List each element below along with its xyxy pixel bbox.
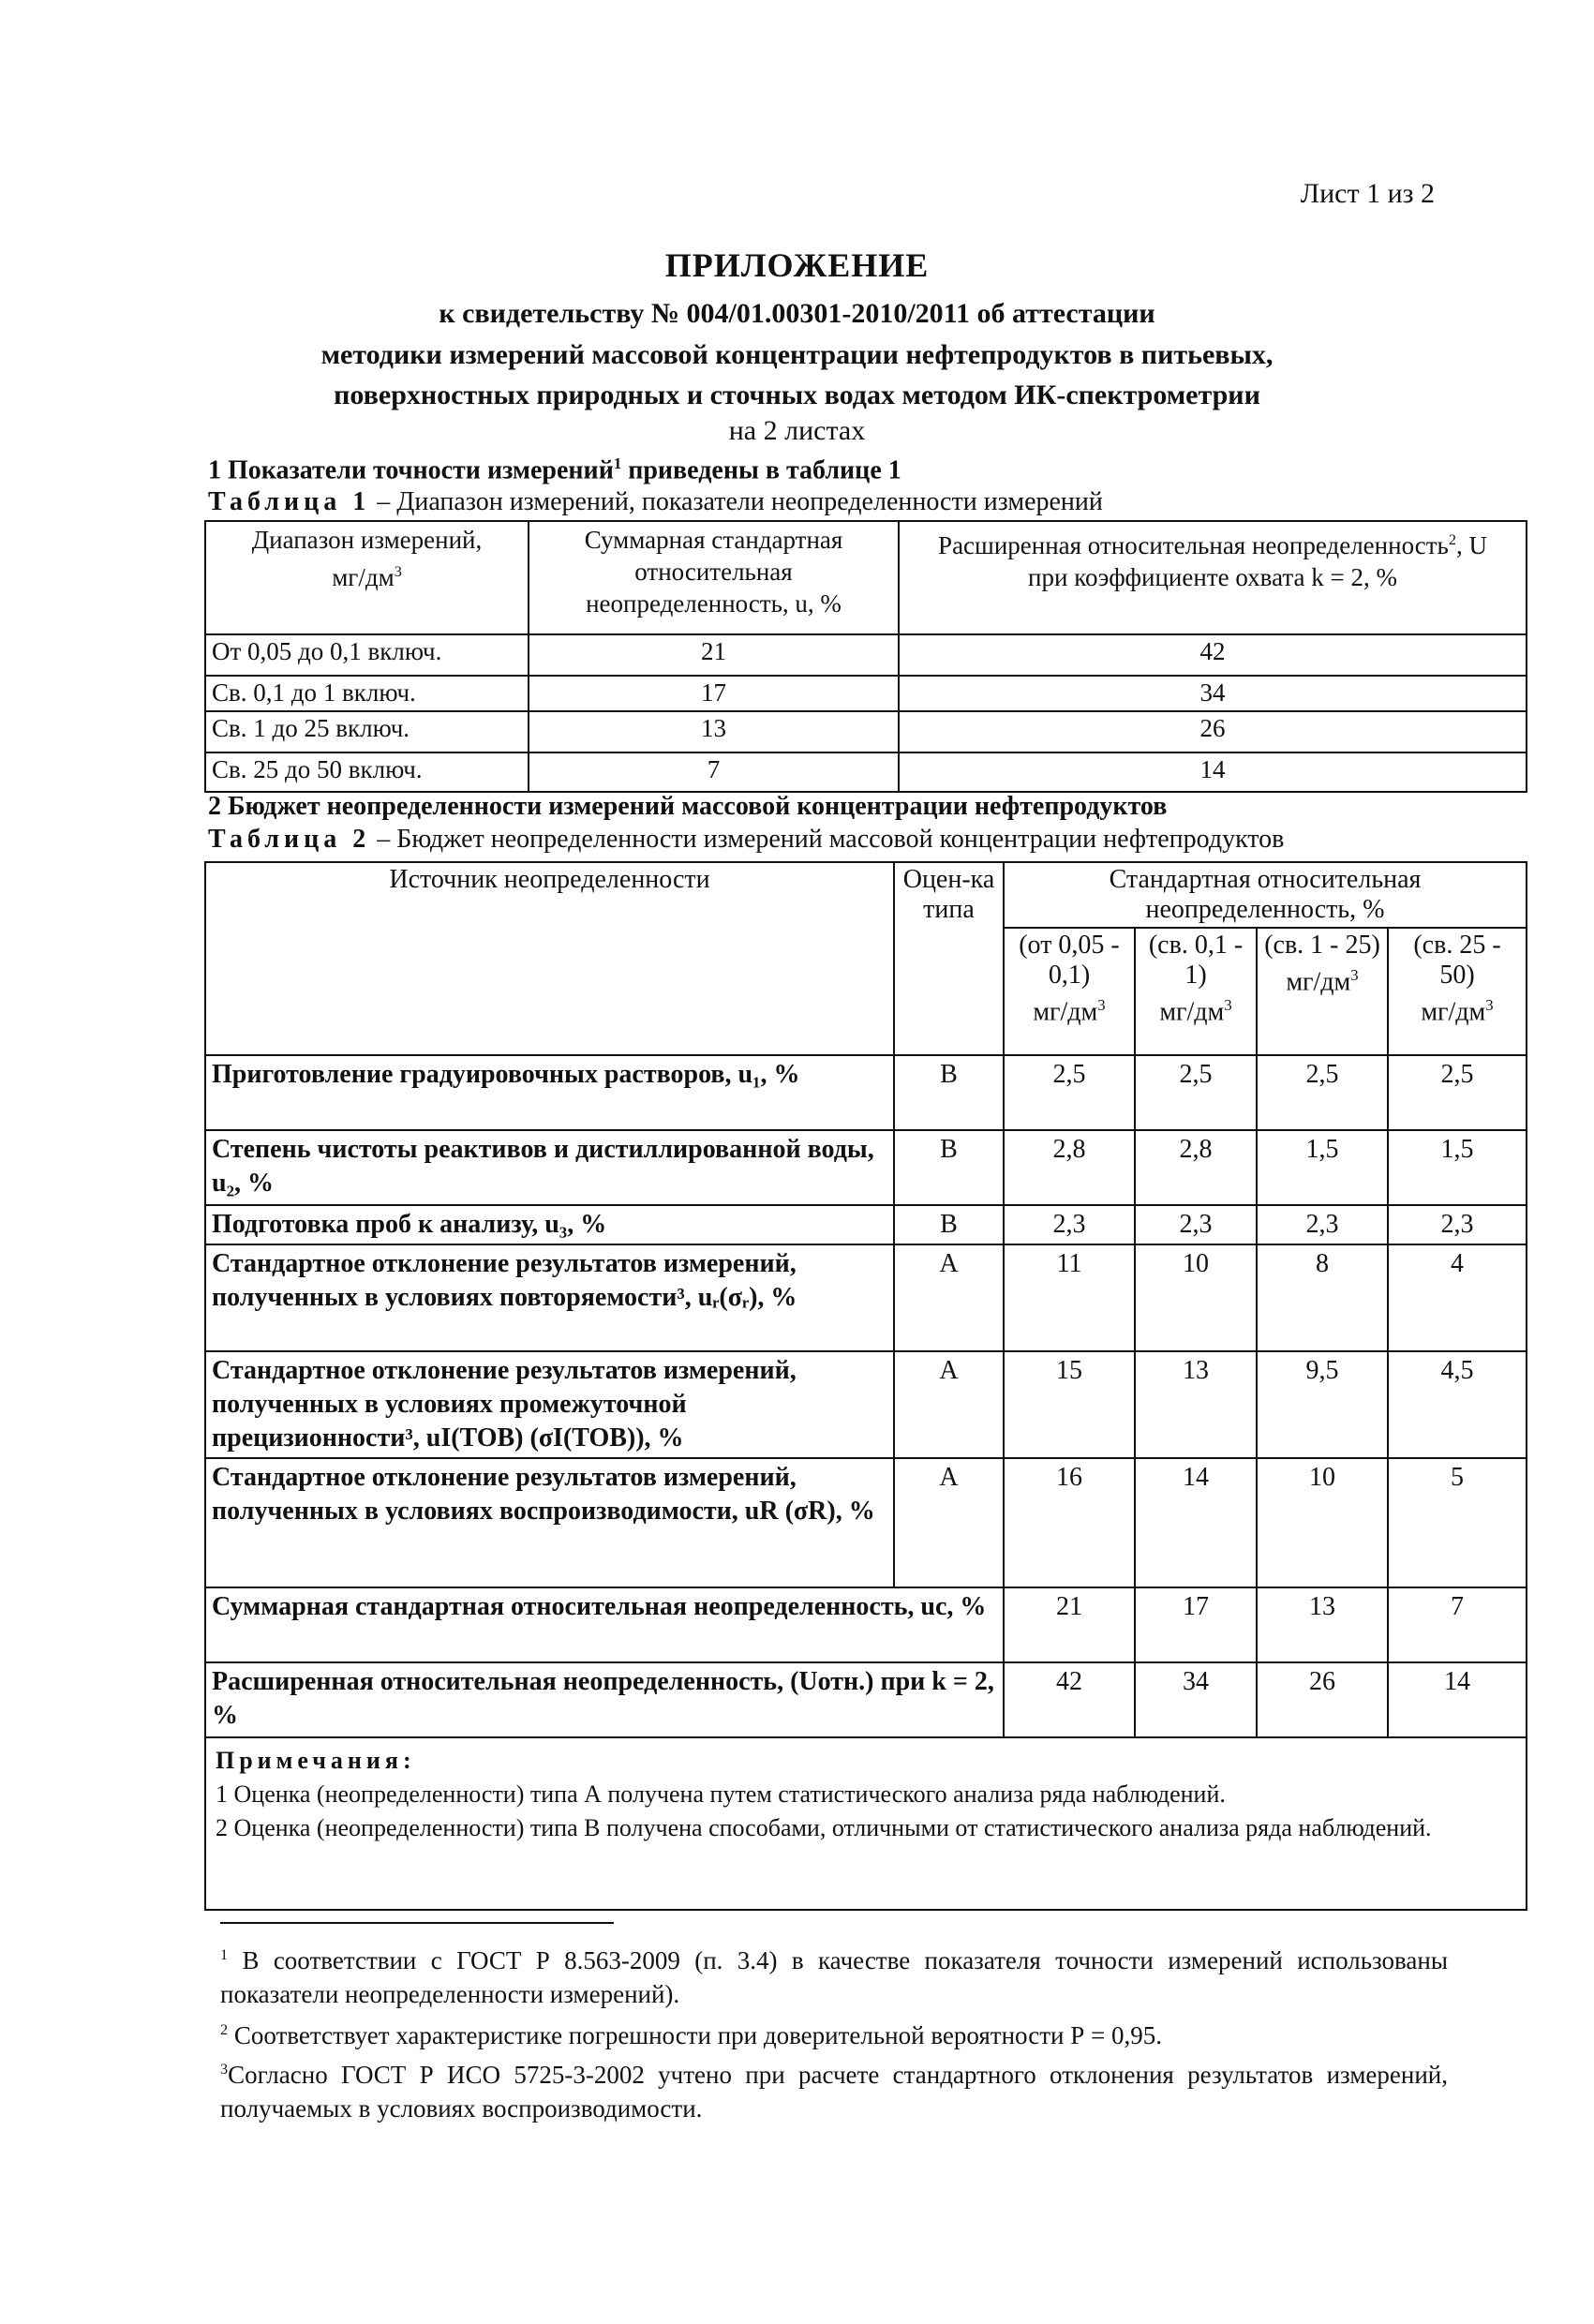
table-row xyxy=(205,676,1527,711)
value-cell: 2,3 xyxy=(1135,1205,1257,1244)
value-cell: 2,3 xyxy=(1388,1205,1527,1244)
table-1-header-row xyxy=(205,521,1527,634)
source-cell: Подготовка проб к анализу, u₃, % xyxy=(205,1205,894,1244)
value-cell: 34 xyxy=(1135,1662,1257,1737)
table-row xyxy=(205,1055,1527,1130)
std-cell: 17 xyxy=(529,676,899,711)
range-cell: От 0,05 до 0,1 включ. xyxy=(205,634,529,676)
table-row xyxy=(205,1458,1527,1587)
value-cell: 14 xyxy=(1388,1662,1527,1737)
range-unit: мг/дм xyxy=(1033,997,1098,1027)
range-cell: Св. 25 до 50 включ. xyxy=(205,752,529,792)
value-cell: 4,5 xyxy=(1388,1351,1527,1458)
range-header-unit: мг/дм xyxy=(332,563,395,591)
value-cell: 10 xyxy=(1135,1244,1257,1351)
table-2-header-type: Оцен-ка типа xyxy=(894,862,1004,1055)
ext-cell: 26 xyxy=(899,711,1527,752)
range-header-text: (от 0,05 - 0,1) xyxy=(1019,931,1120,990)
std-cell: 13 xyxy=(529,711,899,752)
range-header-unit-sup: 3 xyxy=(394,563,402,580)
footnote-3-text: Согласно ГОСТ Р ИСО 5725-3-2002 учтено при расчете стандартного отклонения результатов измерений, получаемых в условиях воспроизводимости. xyxy=(220,2061,1448,2123)
range-unit-sup: 3 xyxy=(1224,996,1232,1014)
table-1 xyxy=(204,520,1527,793)
subtitle-line-2: методики измерений массовой концентрации нефтепродуктов в питьевых, xyxy=(320,339,1274,370)
sheet-number: Лист 1 из 2 xyxy=(1300,178,1435,209)
table-1-header-ext xyxy=(899,521,1527,634)
footnote-1-number: 1 xyxy=(220,1946,229,1963)
range-header-text: (св. 25 - 50) xyxy=(1413,931,1501,990)
note-2: 2 Оценка (неопределенности) типа В получена способами, отличными от статистического анализа ряда наблюдений. xyxy=(216,1814,1432,1841)
value-cell: 10 xyxy=(1257,1458,1388,1587)
table-total-row xyxy=(205,1662,1527,1737)
value-cell: 21 xyxy=(1004,1587,1135,1662)
source-cell: Степень чистоты реактивов и дистиллированной воды, u₂, % xyxy=(205,1130,894,1205)
subtitle-line-4: на 2 листах xyxy=(728,415,866,446)
value-cell: 2,8 xyxy=(1135,1130,1257,1205)
range-unit-sup: 3 xyxy=(1485,996,1494,1014)
value-cell: 2,5 xyxy=(1257,1055,1388,1130)
section-1-text-b: приведены в таблице 1 xyxy=(621,455,901,485)
value-cell: 2,3 xyxy=(1004,1205,1135,1244)
range-unit-sup: 3 xyxy=(1350,966,1359,984)
value-cell: 26 xyxy=(1257,1662,1388,1737)
value-cell: 17 xyxy=(1135,1587,1257,1662)
value-cell: 42 xyxy=(1004,1662,1135,1737)
note-1: 1 Оценка (неопределенности) типа А получена путем статистического анализа ряда наблюдений. xyxy=(216,1780,1226,1808)
std-cell: 7 xyxy=(529,752,899,792)
type-cell: B xyxy=(894,1130,1004,1205)
value-cell: 15 xyxy=(1004,1351,1135,1458)
ext-cell: 14 xyxy=(899,752,1527,792)
value-cell: 2,8 xyxy=(1004,1130,1135,1205)
footnote-divider xyxy=(220,1922,614,1924)
table-1-caption xyxy=(208,487,1103,517)
table-1-caption-label: Таблица 1 xyxy=(208,487,371,516)
table-1-caption-text: – Диапазон измерений, показатели неопределенности измерений xyxy=(370,487,1103,516)
ext-header-sup: 2 xyxy=(1448,531,1456,548)
source-cell: Приготовление градуировочных растворов, u₁, % xyxy=(205,1055,894,1130)
value-cell: 13 xyxy=(1135,1351,1257,1458)
value-cell: 16 xyxy=(1004,1458,1135,1587)
footnote-3-number: 3 xyxy=(220,2061,229,2078)
range-header-2 xyxy=(1257,928,1388,1055)
std-cell: 21 xyxy=(529,634,899,676)
table-2-caption-text: – Бюджет неопределенности измерений массовой концентрации нефтепродуктов xyxy=(370,825,1285,854)
footnote-3 xyxy=(220,2052,1448,2125)
value-cell: 8 xyxy=(1257,1244,1388,1351)
type-cell: A xyxy=(894,1244,1004,1351)
value-cell: 2,5 xyxy=(1004,1055,1135,1130)
section-1-text-a: 1 Показатели точности измерений xyxy=(208,455,614,485)
table-row xyxy=(205,1244,1527,1351)
value-cell: 13 xyxy=(1257,1587,1388,1662)
value-cell: 1,5 xyxy=(1388,1130,1527,1205)
subtitle-line-1: к свидетельству № 004/01.00301-2010/2011 об аттестации xyxy=(439,298,1155,329)
table-1-header-std: Суммарная стандартная относительная неопределенность, u, % xyxy=(529,521,899,634)
table-row xyxy=(205,1351,1527,1458)
document-title: ПРИЛОЖЕНИЕ xyxy=(664,246,930,284)
source-cell: Стандартное отклонение результатов измерений, полученных в условиях воспроизводимости, uR (σR), % xyxy=(205,1458,894,1587)
type-cell: B xyxy=(894,1205,1004,1244)
footnote-2-number: 2 xyxy=(220,2021,229,2038)
type-cell: B xyxy=(894,1055,1004,1130)
type-cell: A xyxy=(894,1351,1004,1458)
footnote-2-text: Соответствует характеристике погрешности при доверительной вероятности Р = 0,95. xyxy=(228,2021,1162,2049)
notes-label: Примечания: xyxy=(216,1747,416,1774)
range-unit: мг/дм xyxy=(1159,997,1225,1027)
subtitle-line-3: поверхностных природных и сточных водах методом ИК-спектрометрии xyxy=(334,380,1260,410)
value-cell: 2,5 xyxy=(1135,1055,1257,1130)
range-header-a: Диапазон измерений, xyxy=(251,526,483,554)
range-unit: мг/дм xyxy=(1286,967,1351,997)
value-cell: 1,5 xyxy=(1257,1130,1388,1205)
total-source-cell: Суммарная стандартная относительная неопределенность, uc, % xyxy=(205,1587,1004,1662)
range-header-1 xyxy=(1135,928,1257,1055)
table-notes xyxy=(205,1737,1527,1910)
ext-cell: 42 xyxy=(899,634,1527,676)
range-cell: Св. 1 до 25 включ. xyxy=(205,711,529,752)
table-row xyxy=(205,711,1527,752)
table-1-header-range xyxy=(205,521,529,634)
ext-cell: 34 xyxy=(899,676,1527,711)
footnote-2 xyxy=(220,2013,1448,2052)
value-cell: 4 xyxy=(1388,1244,1527,1351)
table-row xyxy=(205,1205,1527,1244)
footnote-1-text: В соответствии с ГОСТ Р 8.563-2009 (п. 3.4) в качестве показателя точности измерений использованы показатели неопределенности измерений). xyxy=(220,1946,1448,2008)
table-2 xyxy=(204,861,1527,1911)
section-1-footnote-ref: 1 xyxy=(613,454,622,472)
value-cell: 7 xyxy=(1388,1587,1527,1662)
range-unit-sup: 3 xyxy=(1097,996,1106,1014)
value-cell: 9,5 xyxy=(1257,1351,1388,1458)
range-header-text: (св. 1 - 25) xyxy=(1264,931,1380,960)
value-cell: 2,5 xyxy=(1388,1055,1527,1130)
section-1-heading xyxy=(208,454,901,485)
value-cell: 5 xyxy=(1388,1458,1527,1587)
section-2-heading: 2 Бюджет неопределенности измерений массовой концентрации нефтепродуктов xyxy=(208,792,1168,821)
source-cell: Стандартное отклонение результатов измерений, полученных в условиях повторяемости³, uᵣ(σᵣ), % xyxy=(205,1244,894,1351)
table-2-caption xyxy=(208,825,1284,855)
ext-header-a: Расширенная относительная неопределенность xyxy=(938,531,1449,559)
table-row xyxy=(205,1130,1527,1205)
table-2-header-source: Источник неопределенности xyxy=(205,862,894,1055)
table-2-caption-label: Таблица 2 xyxy=(208,825,371,854)
ext-header-b: , U xyxy=(1455,531,1487,559)
range-header-text: (св. 0,1 - 1) xyxy=(1148,931,1244,990)
table-2-header-row xyxy=(205,862,1527,928)
table-total-row xyxy=(205,1587,1527,1662)
range-header-0 xyxy=(1004,928,1135,1055)
table-2-header-std: Стандартная относительная неопределенность, % xyxy=(1004,862,1527,928)
source-cell: Стандартное отклонение результатов измерений, полученных в условиях промежуточной прецизионности³, uI(TOB) (σI(TOB)), % xyxy=(205,1351,894,1458)
range-header-3 xyxy=(1388,928,1527,1055)
range-unit: мг/дм xyxy=(1421,997,1486,1027)
footnote-1 xyxy=(220,1938,1448,2011)
table-notes-row xyxy=(205,1737,1527,1910)
value-cell: 11 xyxy=(1004,1244,1135,1351)
total-source-cell: Расширенная относительная неопределенность, (Uотн.) при k = 2, % xyxy=(205,1662,1004,1737)
value-cell: 14 xyxy=(1135,1458,1257,1587)
range-cell: Св. 0,1 до 1 включ. xyxy=(205,676,529,711)
type-cell: A xyxy=(894,1458,1004,1587)
ext-header-c: при коэффициенте охвата k = 2, % xyxy=(1028,563,1397,591)
table-row xyxy=(205,634,1527,676)
table-row xyxy=(205,752,1527,792)
value-cell: 2,3 xyxy=(1257,1205,1388,1244)
